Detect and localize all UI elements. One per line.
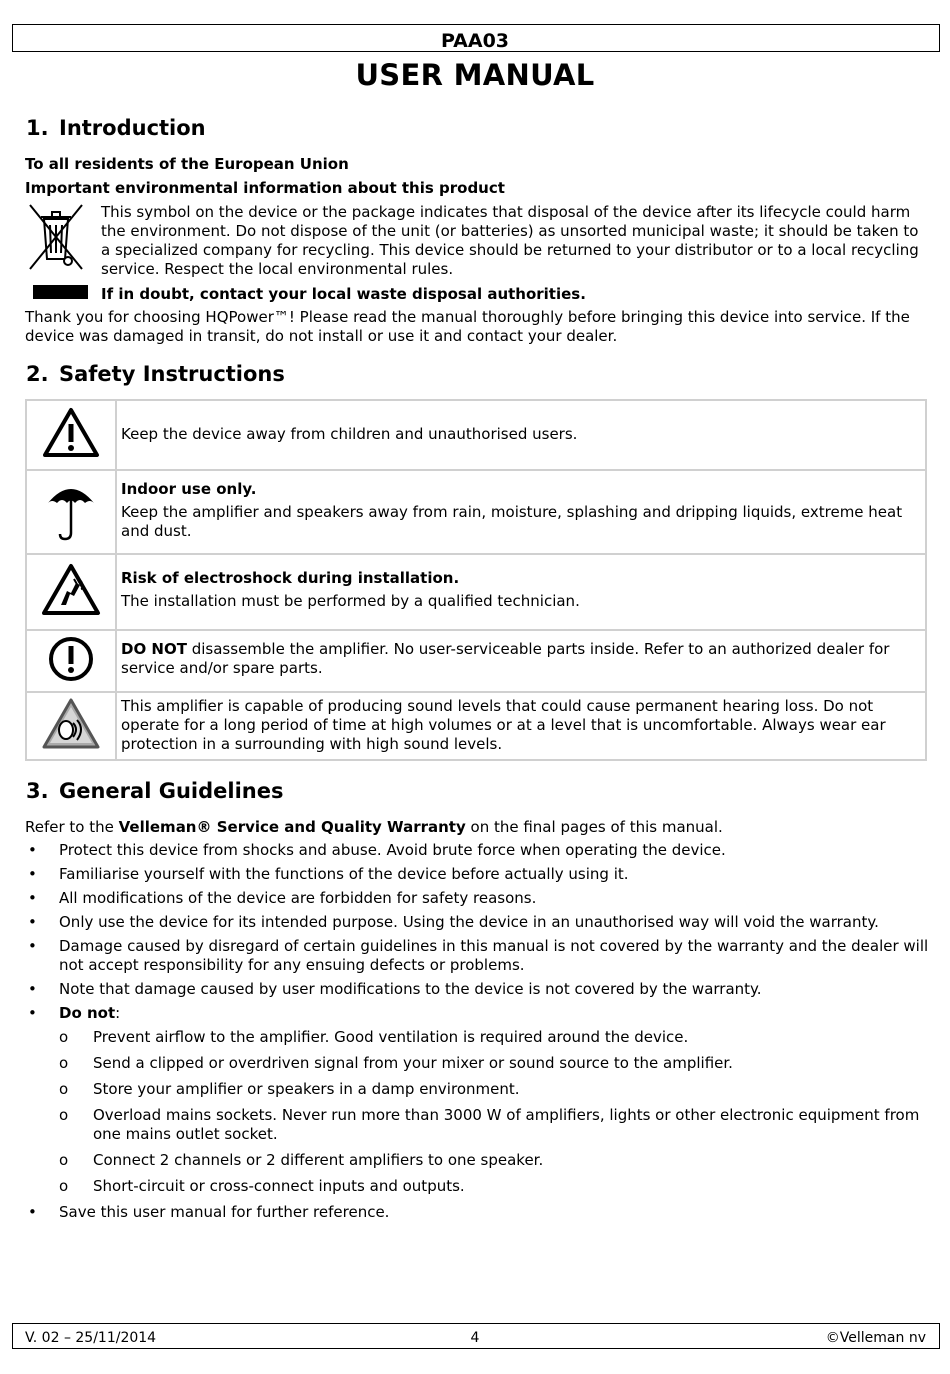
exclamation-circle-icon bbox=[47, 635, 95, 683]
footer-version: V. 02 – 25/11/2014 bbox=[25, 1330, 157, 1346]
sub-list-item-text: Connect 2 channels or 2 different amplifiers to one speaker. bbox=[93, 1151, 544, 1169]
safety-icon-cell bbox=[26, 692, 116, 760]
list-item-text: Familiarise yourself with the functions of the device before actually using it. bbox=[59, 865, 629, 883]
safety-bold-text: Risk of electroshock during installation. bbox=[121, 569, 460, 587]
safety-icon-cell bbox=[26, 400, 116, 470]
safety-row bbox=[26, 692, 926, 760]
section-heading-safety bbox=[26, 362, 285, 386]
footer-page-number: 4 bbox=[470, 1330, 480, 1346]
list-item bbox=[25, 913, 930, 932]
bullet-icon: • bbox=[28, 889, 37, 907]
umbrella-icon bbox=[45, 479, 97, 541]
safety-row bbox=[26, 470, 926, 554]
section-title: Introduction bbox=[59, 116, 206, 140]
safety-text: Keep the device away from children and unauthorised users. bbox=[121, 425, 578, 443]
section-title: Safety Instructions bbox=[59, 362, 285, 386]
section-number: 2. bbox=[26, 362, 49, 386]
section-heading-introduction bbox=[26, 116, 206, 140]
sub-list-item-text: Prevent airflow to the amplifier. Good ventilation is required around the device. bbox=[93, 1028, 689, 1046]
bullet-icon: • bbox=[28, 1203, 37, 1221]
list-item-text: Save this user manual for further reference. bbox=[59, 1203, 390, 1221]
sub-list-item-text: Store your amplifier or speakers in a damp environment. bbox=[93, 1080, 520, 1098]
safety-text-cell bbox=[116, 630, 926, 692]
warranty-reference bbox=[25, 818, 723, 837]
footer-copyright: ©Velleman nv bbox=[825, 1330, 926, 1346]
section-heading-guidelines bbox=[26, 779, 283, 803]
safety-icon-cell bbox=[26, 470, 116, 554]
sub-bullet-icon: o bbox=[59, 1151, 69, 1169]
sub-list-item bbox=[59, 1151, 930, 1170]
safety-text: Keep the amplifier and speakers away from rain, moisture, splashing and dripping liquids, extreme heat and dust. bbox=[121, 503, 903, 540]
environmental-info-line: Important environmental information about this product bbox=[25, 179, 505, 197]
safety-row bbox=[26, 630, 926, 692]
bullet-icon: • bbox=[28, 1004, 37, 1022]
model-code: PAA03 bbox=[440, 30, 510, 52]
sub-bullet-icon: o bbox=[59, 1080, 69, 1098]
warranty-reference-bold: Velleman® Service and Quality Warranty bbox=[118, 818, 466, 836]
environment-paragraph: This symbol on the device or the package indicates that disposal of the device after its lifecycle could harm the environment. Do not dispose of the unit (or batteries) as unsorted municipal waste; it should be taken to a specialized company for recycling. This device should be returned to your distributor or to a local recycling service. Respect the local environmental rules. bbox=[101, 203, 919, 278]
bullet-icon: • bbox=[28, 841, 37, 859]
warning-triangle-icon bbox=[42, 407, 100, 459]
list-item-text: Only use the device for its intended purpose. Using the device in an unauthorised way will void the warranty. bbox=[59, 913, 879, 931]
safety-text-rest: disassemble the amplifier. No user-serviceable parts inside. Refer to an authorized dealer for service and/or spare parts. bbox=[121, 640, 890, 677]
safety-text: The installation must be performed by a qualified technician. bbox=[121, 592, 580, 610]
do-not-sublist bbox=[59, 1028, 930, 1196]
sub-list-item-text: Send a clipped or overdriven signal from your mixer or sound source to the amplifier. bbox=[93, 1054, 733, 1072]
thank-you-paragraph: Thank you for choosing HQPower™! Please read the manual thoroughly before bringing this device into service. If the device was damaged in transit, do not install or use it and contact your dealer. bbox=[25, 308, 910, 345]
sub-list-item-text: Short-circuit or cross-connect inputs and outputs. bbox=[93, 1177, 465, 1195]
warranty-reference-pre: Refer to the bbox=[25, 818, 119, 836]
sub-bullet-icon: o bbox=[59, 1177, 69, 1195]
guidelines-list bbox=[25, 841, 930, 1222]
sub-list-item bbox=[59, 1080, 930, 1099]
section-title: General Guidelines bbox=[59, 779, 284, 803]
page-title: USER MANUAL bbox=[355, 58, 595, 92]
safety-text-cell bbox=[116, 554, 926, 630]
do-not-label: Do not bbox=[59, 1004, 116, 1022]
safety-text: This amplifier is capable of producing sound levels that could cause permanent hearing loss. Do not operate for a long period of time at high volumes or at a level that is uncomfortable. Always wear ear protection in a surrounding with high sound levels. bbox=[121, 697, 886, 753]
safety-row bbox=[26, 554, 926, 630]
do-not-colon: : bbox=[115, 1004, 121, 1022]
safety-bold-text: Indoor use only. bbox=[121, 480, 257, 498]
section-number: 3. bbox=[26, 779, 49, 803]
safety-row bbox=[26, 400, 926, 470]
crossed-bin-icon bbox=[28, 203, 84, 273]
safety-icon-cell bbox=[26, 554, 116, 630]
sub-bullet-icon: o bbox=[59, 1028, 69, 1046]
list-item bbox=[25, 865, 930, 884]
sub-list-item bbox=[59, 1106, 930, 1144]
list-item-text: All modifications of the device are forbidden for safety reasons. bbox=[59, 889, 537, 907]
hearing-loss-icon bbox=[41, 697, 101, 751]
warranty-reference-post: on the final pages of this manual. bbox=[465, 818, 723, 836]
sub-list-item bbox=[59, 1054, 930, 1073]
bullet-icon: • bbox=[28, 913, 37, 931]
safety-icon-cell bbox=[26, 630, 116, 692]
sub-list-item bbox=[59, 1028, 930, 1047]
electroshock-icon bbox=[41, 563, 101, 617]
bullet-icon: • bbox=[28, 980, 37, 998]
sub-bullet-icon: o bbox=[59, 1106, 69, 1124]
black-bar bbox=[33, 285, 88, 299]
list-item-text: Note that damage caused by user modifications to the device is not covered by the warranty. bbox=[59, 980, 762, 998]
safety-text-cell bbox=[116, 400, 926, 470]
sub-bullet-icon: o bbox=[59, 1054, 69, 1072]
sub-list-item bbox=[59, 1177, 930, 1196]
list-item bbox=[25, 889, 930, 908]
section-number: 1. bbox=[26, 116, 49, 140]
list-item bbox=[25, 937, 930, 975]
list-item bbox=[25, 1203, 930, 1222]
eu-residents-line: To all residents of the European Union bbox=[25, 155, 349, 173]
list-item-text: Damage caused by disregard of certain guidelines in this manual is not covered by the warranty and the dealer will not accept responsibility for any ensuing defects or problems. bbox=[59, 937, 929, 974]
safety-text-cell bbox=[116, 470, 926, 554]
list-item bbox=[25, 1004, 930, 1196]
list-item-text: Protect this device from shocks and abuse. Avoid brute force when operating the device. bbox=[59, 841, 726, 859]
safety-table bbox=[25, 399, 927, 761]
safety-text bbox=[121, 640, 921, 678]
waste-authorities-notice: If in doubt, contact your local waste disposal authorities. bbox=[101, 285, 586, 303]
safety-text-cell bbox=[116, 692, 926, 760]
list-item bbox=[25, 980, 930, 999]
sub-list-item-text: Overload mains sockets. Never run more than 3000 W of amplifiers, lights or other electronic equipment from one mains outlet socket. bbox=[93, 1106, 920, 1143]
do-not-bold: DO NOT bbox=[121, 640, 187, 658]
bullet-icon: • bbox=[28, 865, 37, 883]
list-item bbox=[25, 841, 930, 860]
bullet-icon: • bbox=[28, 937, 37, 955]
